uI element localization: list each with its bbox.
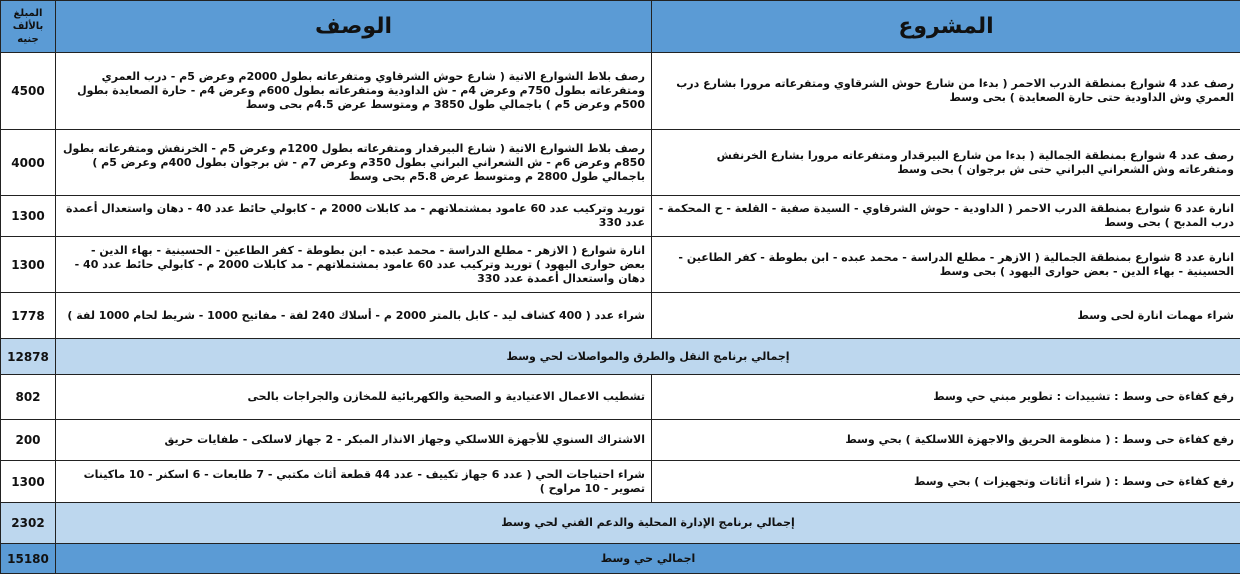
grand-total-amount: 15180 — [1, 544, 56, 574]
description-cell: شراء عدد ( 400 كشاف ليد - كابل بالمتر 2000 م - أسلاك 240 لفة - مفاتيح 1000 - شريط لحام 1000 لفة ) — [56, 293, 652, 339]
project-cell: شراء مهمات انارة لحى وسط — [652, 293, 1240, 339]
description-cell: رصف بلاط الشوارع الاتية ( شارع حوش الشرقاوي ومتفرعاته بطول 2000م وعرض 5م - درب العمري ومتفرعاته بطول 750م وعرض 4م - ش الداودية ومتفرعاته بطول 600م وعرض 4م - حارة الصعايدة بطول 500م وعرض 5م ) باجمالي طول 3850 م ومتوسط عرض 4.5م بحى وسط — [56, 53, 652, 130]
table-row — [1, 196, 1240, 237]
table-row — [1, 293, 1240, 339]
description-cell: تشطيب الاعمال الاعتيادية و الصحية والكهربائية للمخازن والجراجات بالحى — [56, 375, 652, 420]
project-header: المشروع — [652, 1, 1240, 53]
amount-cell: 1300 — [1, 196, 56, 237]
amount-cell: 1300 — [1, 461, 56, 503]
amount-header-line2: بالألف جنيه — [13, 21, 44, 45]
table-row — [1, 53, 1240, 130]
description-header: الوصف — [56, 1, 652, 53]
subtotal-label: إجمالي برنامج النقل والطرق والمواصلات لحي وسط — [56, 339, 1240, 375]
grand-total-label: اجمالي حي وسط — [56, 544, 1240, 574]
amount-cell: 1300 — [1, 237, 56, 293]
description-cell: الاشتراك السنوي للأجهزة اللاسلكي وجهاز الانذار المبكر - 2 جهاز لاسلكى - طفايات حريق — [56, 420, 652, 461]
amount-cell: 4500 — [1, 53, 56, 130]
subtotal-row — [1, 339, 1240, 375]
amount-header-line1: المبلغ — [14, 8, 43, 19]
subtotal-label: إجمالي برنامج الإدارة المحلية والدعم الفني لحي وسط — [56, 503, 1240, 544]
amount-cell: 4000 — [1, 130, 56, 196]
header-row — [1, 1, 1240, 53]
description-cell: شراء احتياجات الحي ( عدد 6 جهاز تكييف - عدد 44 قطعة أثاث مكتبي - 7 طابعات - 6 اسكنر - 10 ماكينات تصوير - 10 مراوح ) — [56, 461, 652, 503]
project-cell: رصف عدد 4 شوارع بمنطقة الجمالية ( بدءا من شارع البيرقدار ومتفرعاته مرورا بشارع الخرنفش ومتفرعاته وش الشعراني البراني حتى ش برجوان ) بحى وسط — [652, 130, 1240, 196]
subtotal-amount: 12878 — [1, 339, 56, 375]
amount-cell: 802 — [1, 375, 56, 420]
amount-cell: 200 — [1, 420, 56, 461]
table-row — [1, 237, 1240, 293]
subtotal-amount: 2302 — [1, 503, 56, 544]
table-row — [1, 130, 1240, 196]
project-cell: رفع كفاءة حى وسط : تشييدات : تطوير مبني حي وسط — [652, 375, 1240, 420]
subtotal-row — [1, 503, 1240, 544]
project-cell: رصف عدد 4 شوارع بمنطقة الدرب الاحمر ( بدءا من شارع حوش الشرقاوي ومتفرعاته مرورا بشارع درب العمري وش الداودية حتى حارة الصعايدة ) بحى وسط — [652, 53, 1240, 130]
description-cell: توريد وتركيب عدد 60 عامود بمشتملاتهم - مد كابلات 2000 م - كابولي حائط عدد 40 - دهان واستعدال أعمدة عدد 330 — [56, 196, 652, 237]
project-cell: انارة عدد 6 شوارع بمنطقة الدرب الاحمر ( الداودية - حوش الشرقاوي - السيدة صفية - القلعة - ح المحكمة - درب المدبح ) بحى وسط — [652, 196, 1240, 237]
amount-cell: 1778 — [1, 293, 56, 339]
project-cell: رفع كفاءة حى وسط : ( منظومة الحريق والاجهزة اللاسلكية ) بحي وسط — [652, 420, 1240, 461]
project-cell: انارة عدد 8 شوارع بمنطقة الجمالية ( الازهر - مطلع الدراسة - محمد عبده - ابن بطوطة - كفر الطاعين - الحسينية - بهاء الدين - بعض حوارى اليهود ) بحى وسط — [652, 237, 1240, 293]
description-cell: انارة شوارع ( الازهر - مطلع الدراسة - محمد عبده - ابن بطوطة - كفر الطاعين - الحسينية - بهاء الدين - بعض حوارى اليهود ) توريد وتركيب عدد 60 عامود بمشتملاتهم - مد كابلات 2000 م - كابولي حائط عدد 40 - دهان واستعدال أعمدة عدد 330 — [56, 237, 652, 293]
project-cell: رفع كفاءة حى وسط : ( شراء أثاثات وتجهيزات ) بحي وسط — [652, 461, 1240, 503]
amount-header — [1, 1, 56, 53]
table-row — [1, 375, 1240, 420]
table-row — [1, 461, 1240, 503]
description-cell: رصف بلاط الشوارع الاتية ( شارع البيرقدار ومتفرعاته بطول 1200م وعرض 5م - الخرنفش ومتفرعاته بطول 850م وعرض 6م - ش الشعراني البراني بطول 350م وعرض 7م - ش برجوان بطول 400م وعرض 5م ) باجمالي طول 2800 م ومتوسط عرض 5.8م بحى وسط — [56, 130, 652, 196]
grand-total-row — [1, 544, 1240, 574]
table-row — [1, 420, 1240, 461]
